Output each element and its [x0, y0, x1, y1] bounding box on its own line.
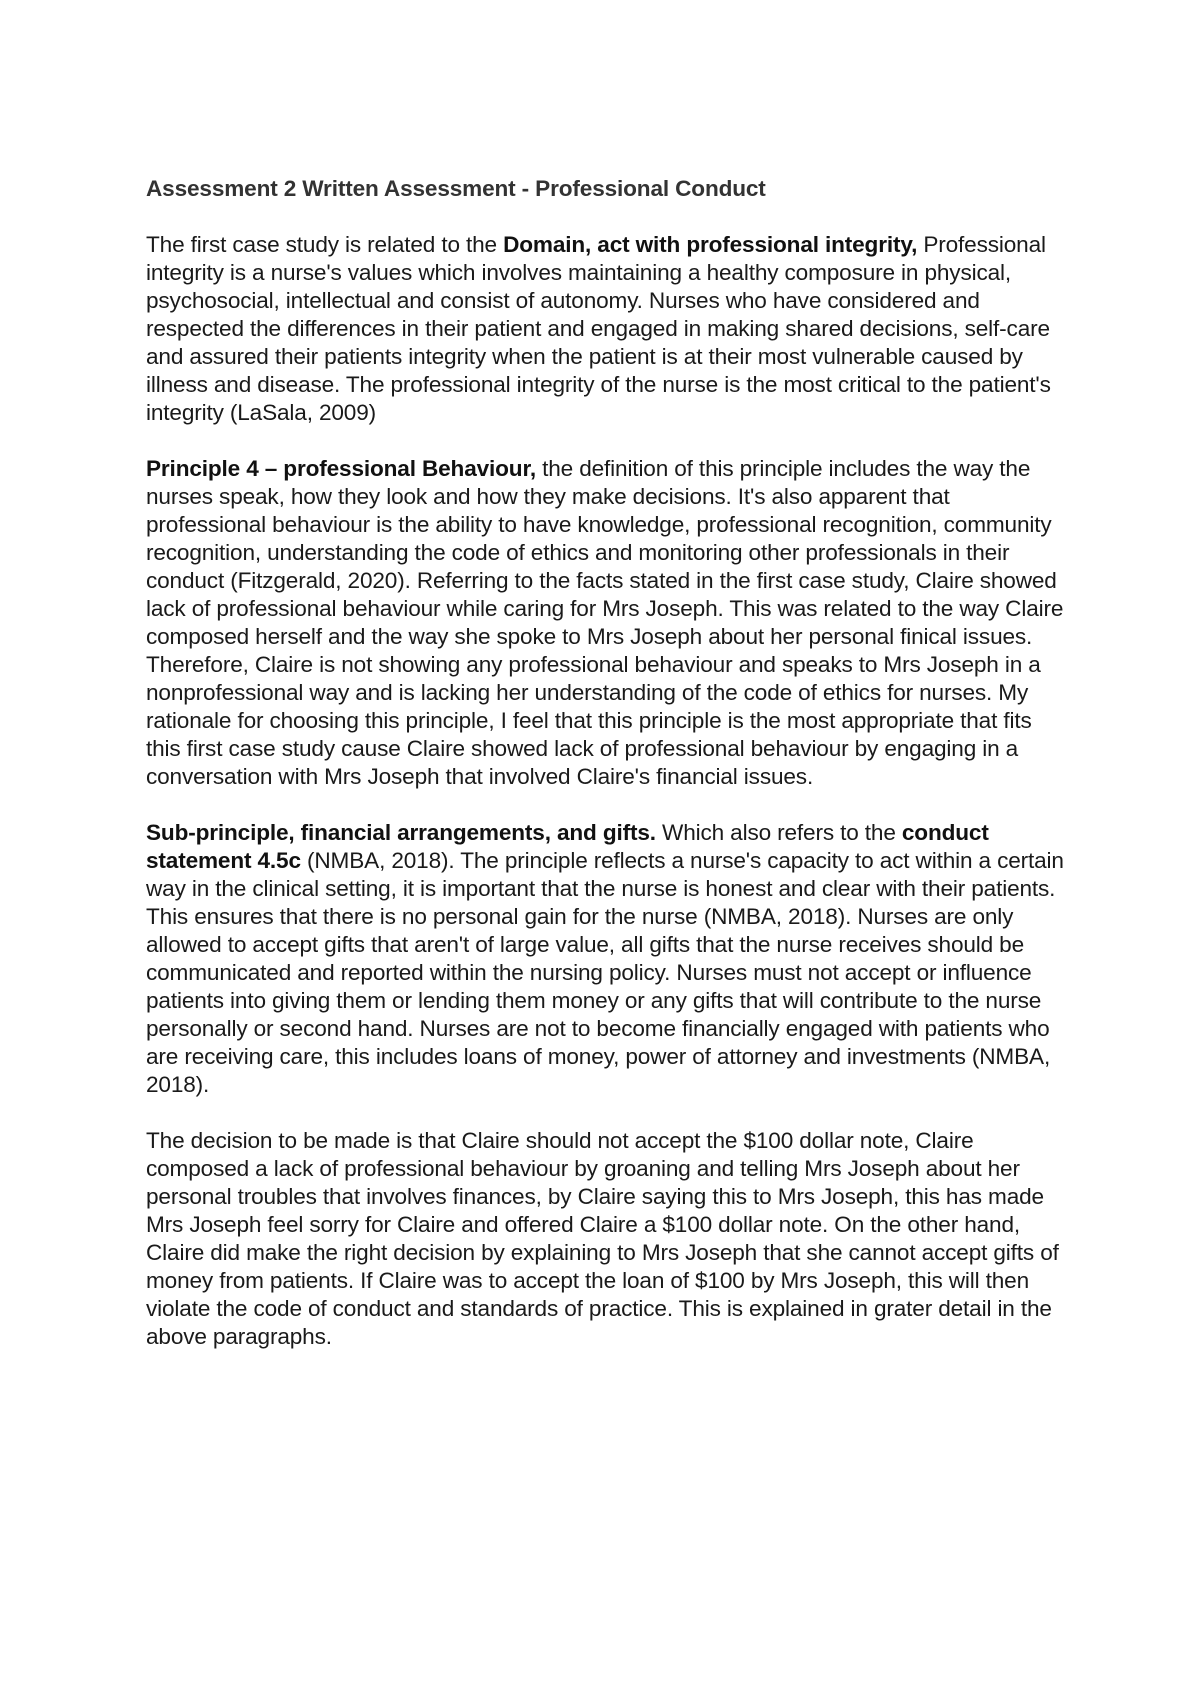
paragraph-domain-body: Professional integrity is a nurse's values which involves maintaining a healthy composure in physical, psychosocial, intellectual and consist of autonomy. Nurses who have considered and respected the differences in their patient and engaged in making shared decisions, self-care and assured their patients integrity when the patient is at their most vulnerable caused by illness and disease. The professional integrity of the nurse is the most critical to the patient's integrity (LaSala, 2009): [146, 232, 1051, 425]
paragraph-domain-intro: The first case study is related to the: [146, 232, 504, 257]
paragraph-principle-4-body: the definition of this principle includes the way the nurses speak, how they look and how they make decisions. It's also apparent that professional behaviour is the ability to have knowledge, professional recognition, community recognition, understanding the code of ethics and monitoring other professionals in their conduct (Fitzgerald, 2020). Referring to the facts stated in the first case study, Claire showed lack of professional behaviour while caring for Mrs Joseph. This was related to the way Claire composed herself and the way she spoke to Mrs Joseph about her personal finical issues. Therefore, Claire is not showing any professional behaviour and speaks to Mrs Joseph in a nonprofessional way and is lacking her understanding of the code of ethics for nurses. My rationale for choosing this principle, I feel that this principle is the most appropriate that fits this first case study cause Claire showed lack of professional behaviour by engaging in a conversation with Mrs Joseph that involved Claire's financial issues.: [146, 456, 1064, 789]
conduct-statement-heading: conduct statement 4.5c: [146, 820, 989, 873]
paragraph-decision: [146, 1127, 1070, 1351]
document-body: [146, 175, 1070, 1379]
paragraph-sub-principle-body: (NMBA, 2018). The principle reflects a nurse's capacity to act within a certain way in the clinical setting, it is important that the nurse is honest and clear with their patients. This ensures that there is no personal gain for the nurse (NMBA, 2018). Nurses are only allowed to accept gifts that aren't of large value, all gifts that the nurse receives should be communicated and reported within the nursing policy. Nurses must not accept or influence patients into giving them or lending them money or any gifts that will contribute to the nurse personally or second hand. Nurses are not to become financially engaged with patients who are receiving care, this includes loans of money, power of attorney and investments (NMBA, 2018).: [146, 848, 1064, 1097]
paragraph-decision-body: The decision to be made is that Claire should not accept the $100 dollar note, Claire composed a lack of professional behaviour by groaning and telling Mrs Joseph about her personal troubles that involves finances, by Claire saying this to Mrs Joseph, this has made Mrs Joseph feel sorry for Claire and offered Claire a $100 dollar note. On the other hand, Claire did make the right decision by explaining to Mrs Joseph that she cannot accept gifts of money from patients. If Claire was to accept the loan of $100 by Mrs Joseph, this will then violate the code of conduct and standards of practice. This is explained in grater detail in the above paragraphs.: [146, 1128, 1059, 1349]
paragraph-principle-4: [146, 455, 1070, 791]
sub-principle-heading: Sub-principle, financial arrangements, and gifts.: [146, 820, 656, 845]
document-title: Assessment 2 Written Assessment - Professional Conduct: [146, 176, 766, 201]
paragraph-sub-principle-mid: Which also refers to the: [655, 820, 902, 845]
paragraph-sub-principle: [146, 819, 1070, 1099]
domain-heading: Domain, act with professional integrity,: [503, 232, 918, 257]
principle-4-heading: Principle 4 – professional Behaviour,: [146, 456, 536, 481]
paragraph-domain: [146, 231, 1070, 427]
